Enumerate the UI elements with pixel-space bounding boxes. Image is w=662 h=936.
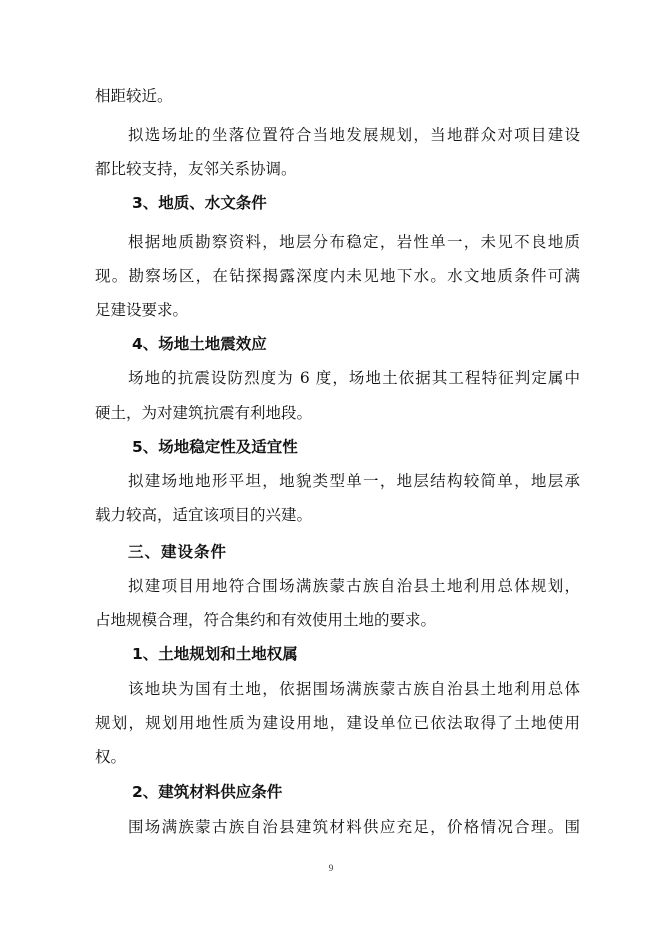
paragraph-line: 载力较高，适宜该项目的兴建。 (95, 506, 313, 524)
paragraph-line: 拟建场地地形平坦，地貌类型单一，地层结构较简单，地层承 (128, 472, 580, 490)
section-heading-stability: 5、场地稳定性及适宜性 (132, 438, 298, 456)
paragraph-line: 拟建项目用地符合围场满族蒙古族自治县土地利用总体规划， (128, 577, 580, 595)
section-heading-land: 1、土地规划和土地权属 (132, 645, 298, 663)
paragraph-line: 规划，规划用地性质为建设用地，建设单位已依法取得了土地使用 (95, 714, 580, 732)
section-heading-materials: 2、建筑材料供应条件 (132, 783, 283, 801)
paragraph-line: 足建设要求。 (95, 301, 189, 319)
chapter-heading-construction: 三、建设条件 (128, 543, 228, 561)
paragraph-line: 都比较支持，友邻关系协调。 (95, 160, 297, 178)
paragraph-line: 硬土，为对建筑抗震有利地段。 (95, 404, 313, 422)
paragraph-line: 围场满族蒙古族自治县建筑材料供应充足，价格情况合理。围 (128, 818, 580, 836)
paragraph-line: 根据地质勘察资料，地层分布稳定，岩性单一，未见不良地质 (128, 233, 580, 251)
page-number: 9 (328, 863, 334, 873)
paragraph-line: 相距较近。 (95, 87, 173, 105)
paragraph-line: 拟选场址的坐落位置符合当地发展规划，当地群众对项目建设 (128, 126, 580, 144)
section-heading-seismic: 4、场地土地震效应 (132, 335, 267, 353)
paragraph-line: 该地块为国有土地，依据围场满族蒙古族自治县土地利用总体 (128, 680, 580, 698)
section-heading-geology: 3、地质、水文条件 (132, 194, 267, 212)
paragraph-line: 权。 (95, 748, 127, 766)
paragraph-line: 占地规模合理，符合集约和有效使用土地的要求。 (95, 611, 437, 629)
paragraph-line: 现。勘察场区，在钻探揭露深度内未见地下水。水文地质条件可满 (95, 267, 580, 285)
paragraph-line: 场地的抗震设防烈度为 6 度，场地土依据其工程特征判定属中 (128, 369, 580, 387)
